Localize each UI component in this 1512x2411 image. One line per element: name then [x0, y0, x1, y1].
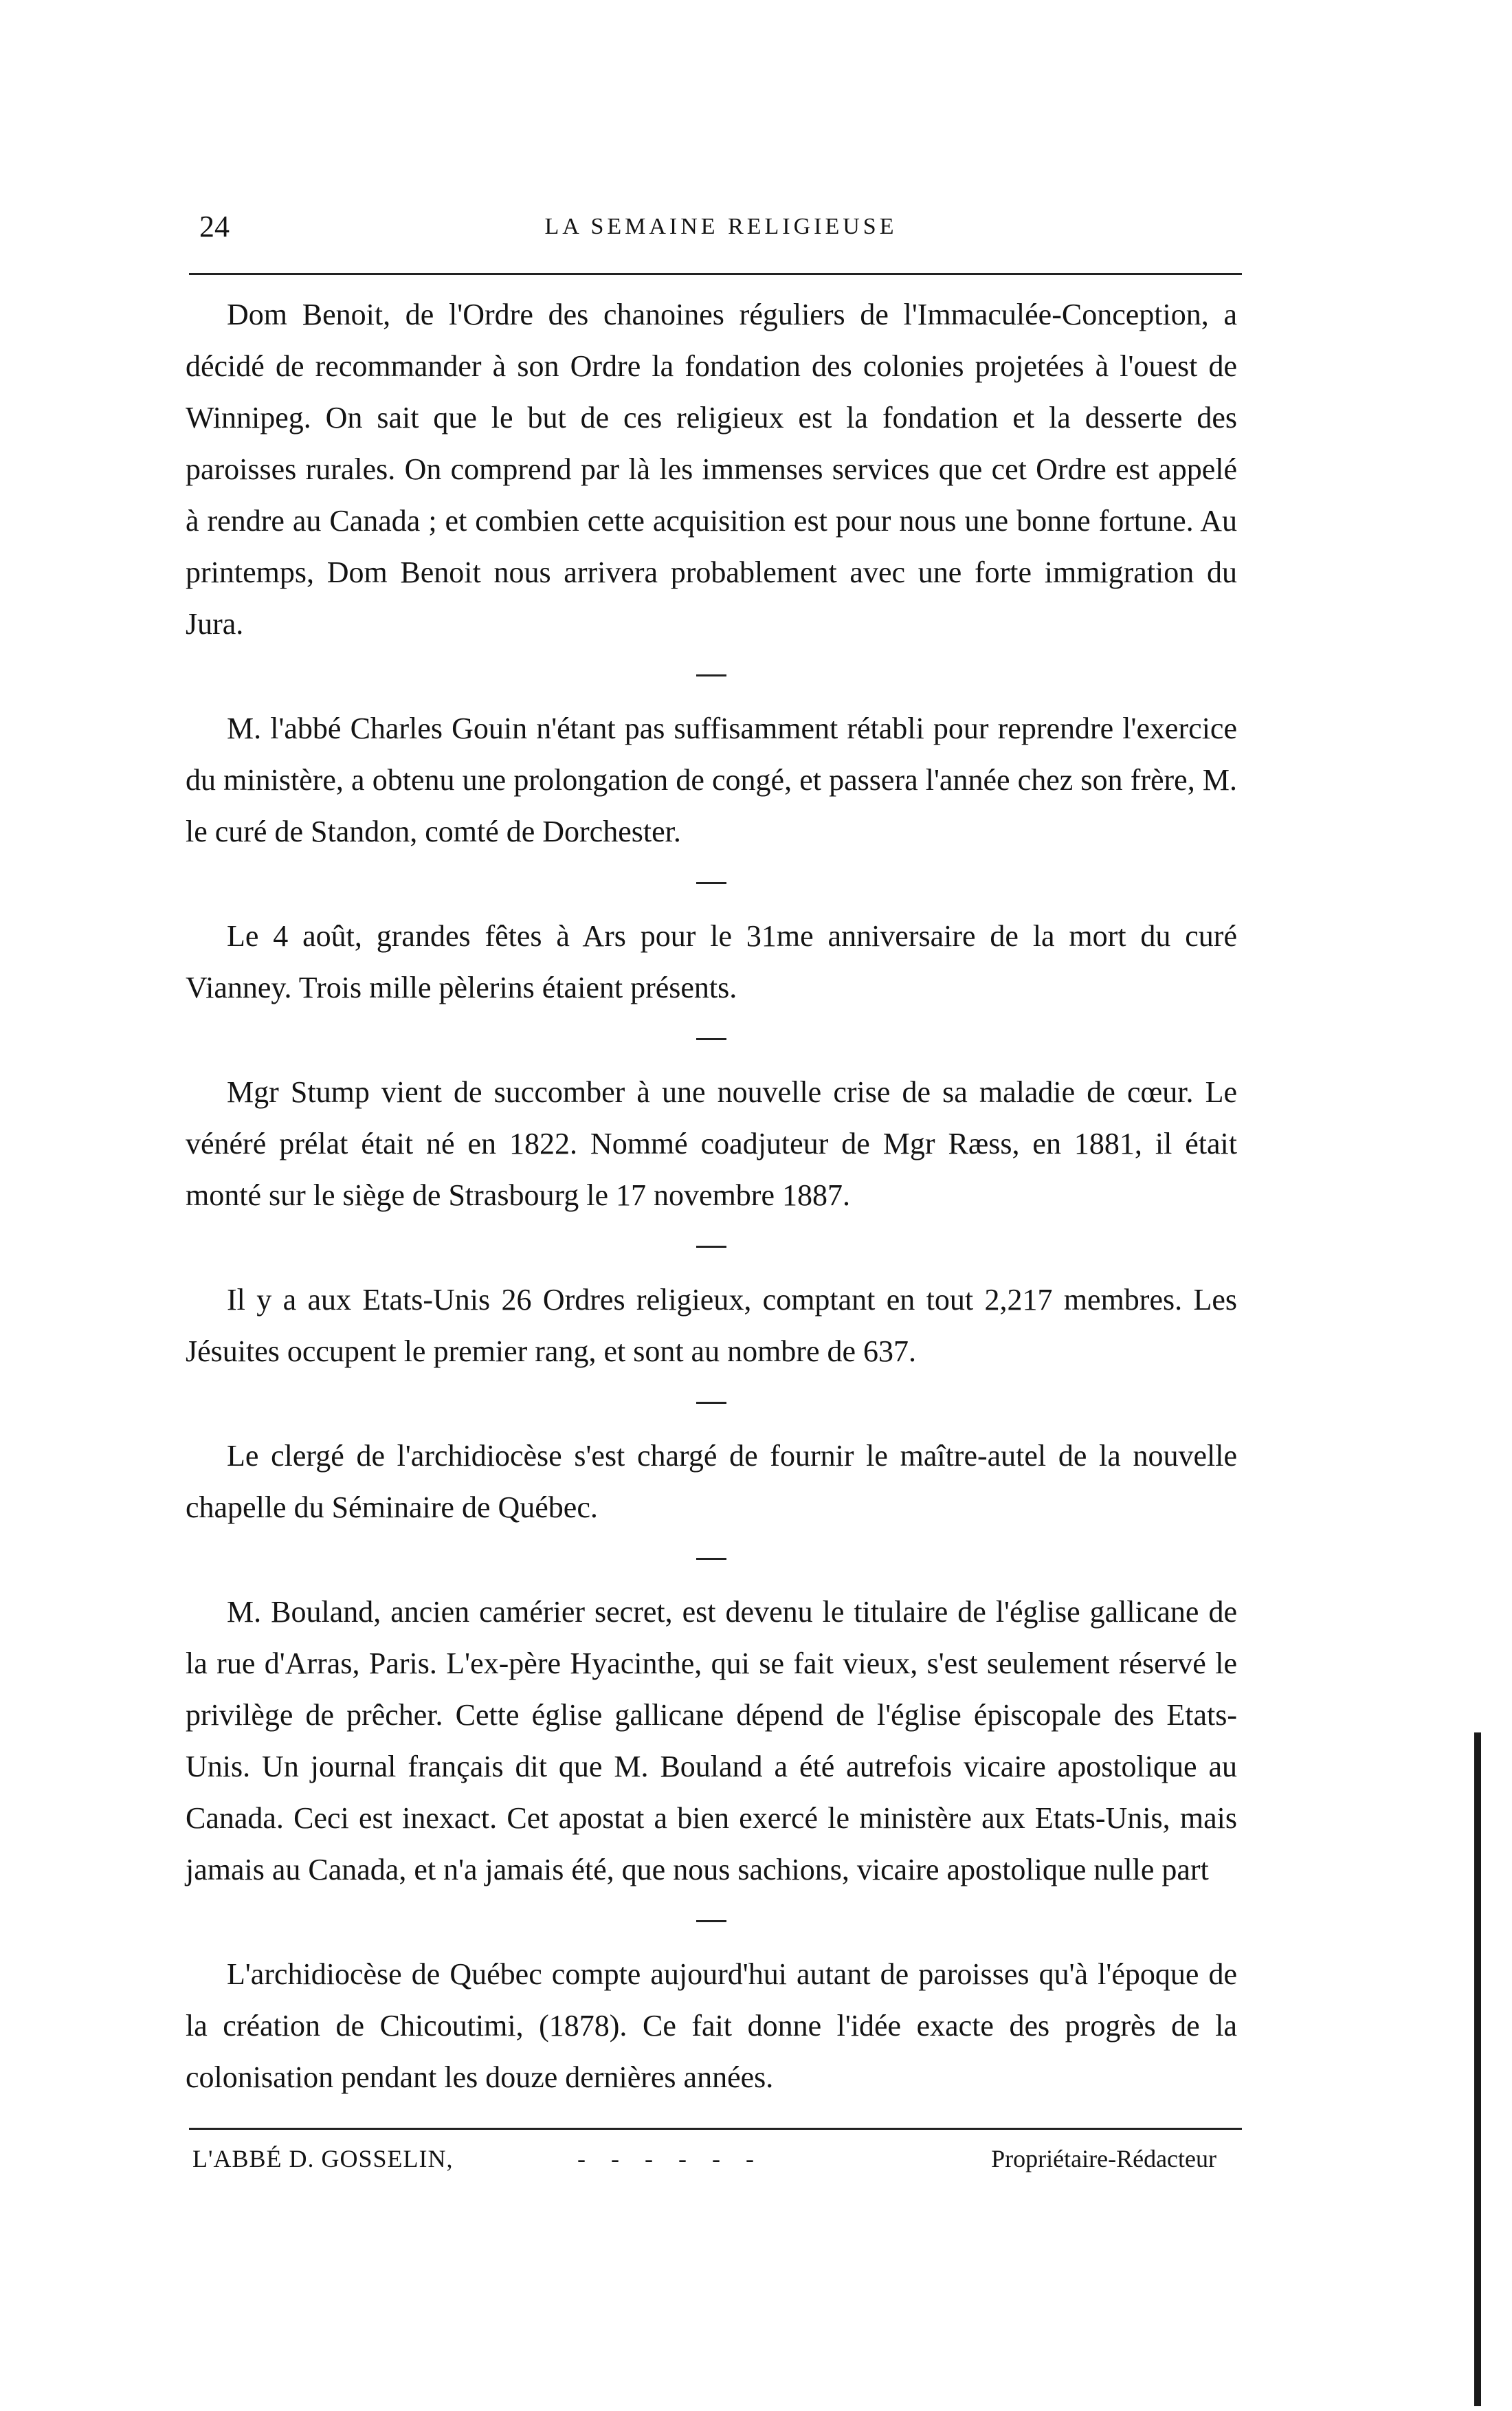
paragraph-ars: Le 4 août, grandes fêtes à Ars pour le 31me anniversaire de la mort du curé Vianney. Trois mille pèlerins étaient présents.	[186, 919, 1237, 1004]
article-body	[186, 289, 1237, 2103]
footer-leader: - - - - - -	[577, 2145, 764, 2172]
paragraph-abbe-gouin: M. l'abbé Charles Gouin n'étant pas suffisamment rétabli pour reprendre l'exercice du ministère, a obtenu une prolongation de congé, et passera l'année chez son frère, M. le curé de Standon, comté de Dorchester.	[186, 712, 1237, 848]
paragraph-dom-benoit: Dom Benoit, de l'Ordre des chanoines réguliers de l'Immaculée-Conception, a décidé de recommander à son Ordre la fondation des colonies projetées à l'ouest de Winnipeg. On sait que le but de ces religieux est la fondation et la desserte des paroisses rurales. On comprend par là les immenses services que cet Ordre est appelé à rendre au Canada ; et combien cette acquisition est pour nous une bonne fortune. Au printemps, Dom Benoit nous arrivera probablement avec une forte immigration du Jura.	[186, 298, 1237, 641]
paragraph-maitre-autel: Le clergé de l'archidiocèse s'est chargé de fournir le maître-autel de la nouvelle chapelle du Séminaire de Québec.	[186, 1439, 1237, 1524]
section-separator	[696, 1920, 726, 1922]
section-separator	[696, 1246, 726, 1248]
page-header	[199, 206, 1243, 247]
footer-rule	[189, 2128, 1242, 2130]
footer-role: Propriétaire-Rédacteur	[991, 2145, 1216, 2172]
paragraph-archidiocese: L'archidiocèse de Québec compte aujourd'hui autant de paroisses qu'à l'époque de la création de Chicoutimi, (1878). Ce fait donne l'idée exacte des progrès de la colonisation pendant les douze dernières années.	[186, 1957, 1237, 2094]
section-separator	[696, 674, 726, 676]
section-separator	[696, 1038, 726, 1040]
running-title: LA SEMAINE RELIGIEUSE	[544, 214, 898, 239]
paragraph-ordres-religieux: Il y a aux Etats-Unis 26 Ordres religieux, comptant en tout 2,217 membres. Les Jésuites occupent le premier rang, et sont au nombre de 637.	[186, 1283, 1237, 1368]
page-footer	[192, 2139, 1237, 2178]
section-separator	[696, 882, 726, 884]
paragraph-bouland: M. Bouland, ancien camérier secret, est devenu le titulaire de l'église gallicane de la rue d'Arras, Paris. L'ex-père Hyacinthe, qui se fait vieux, s'est seulement réservé le privilège de prêcher. Cette église gallicane dépend de l'église épiscopale des Etats-Unis. Un journal français dit que M. Bouland a été autrefois vicaire apostolique au Canada. Ceci est inexact. Cet apostat a bien exercé le ministère aux Etats-Unis, mais jamais au Canada, et n'a jamais été, que nous sachions, vicaire apostolique nulle part	[186, 1595, 1237, 1886]
section-separator	[696, 1402, 726, 1404]
scan-margin-mark	[1474, 1732, 1481, 2406]
page-number: 24	[199, 210, 230, 243]
section-separator	[696, 1558, 726, 1560]
paragraph-mgr-stump: Mgr Stump vient de succomber à une nouvelle crise de sa maladie de cœur. Le vénéré prélat était né en 1822. Nommé coadjuteur de Mgr Ræss, en 1881, il était monté sur le siège de Strasbourg le 17 novembre 1887.	[186, 1075, 1237, 1212]
header-rule	[189, 273, 1242, 275]
footer-author: L'ABBÉ D. GOSSELIN,	[192, 2145, 454, 2172]
